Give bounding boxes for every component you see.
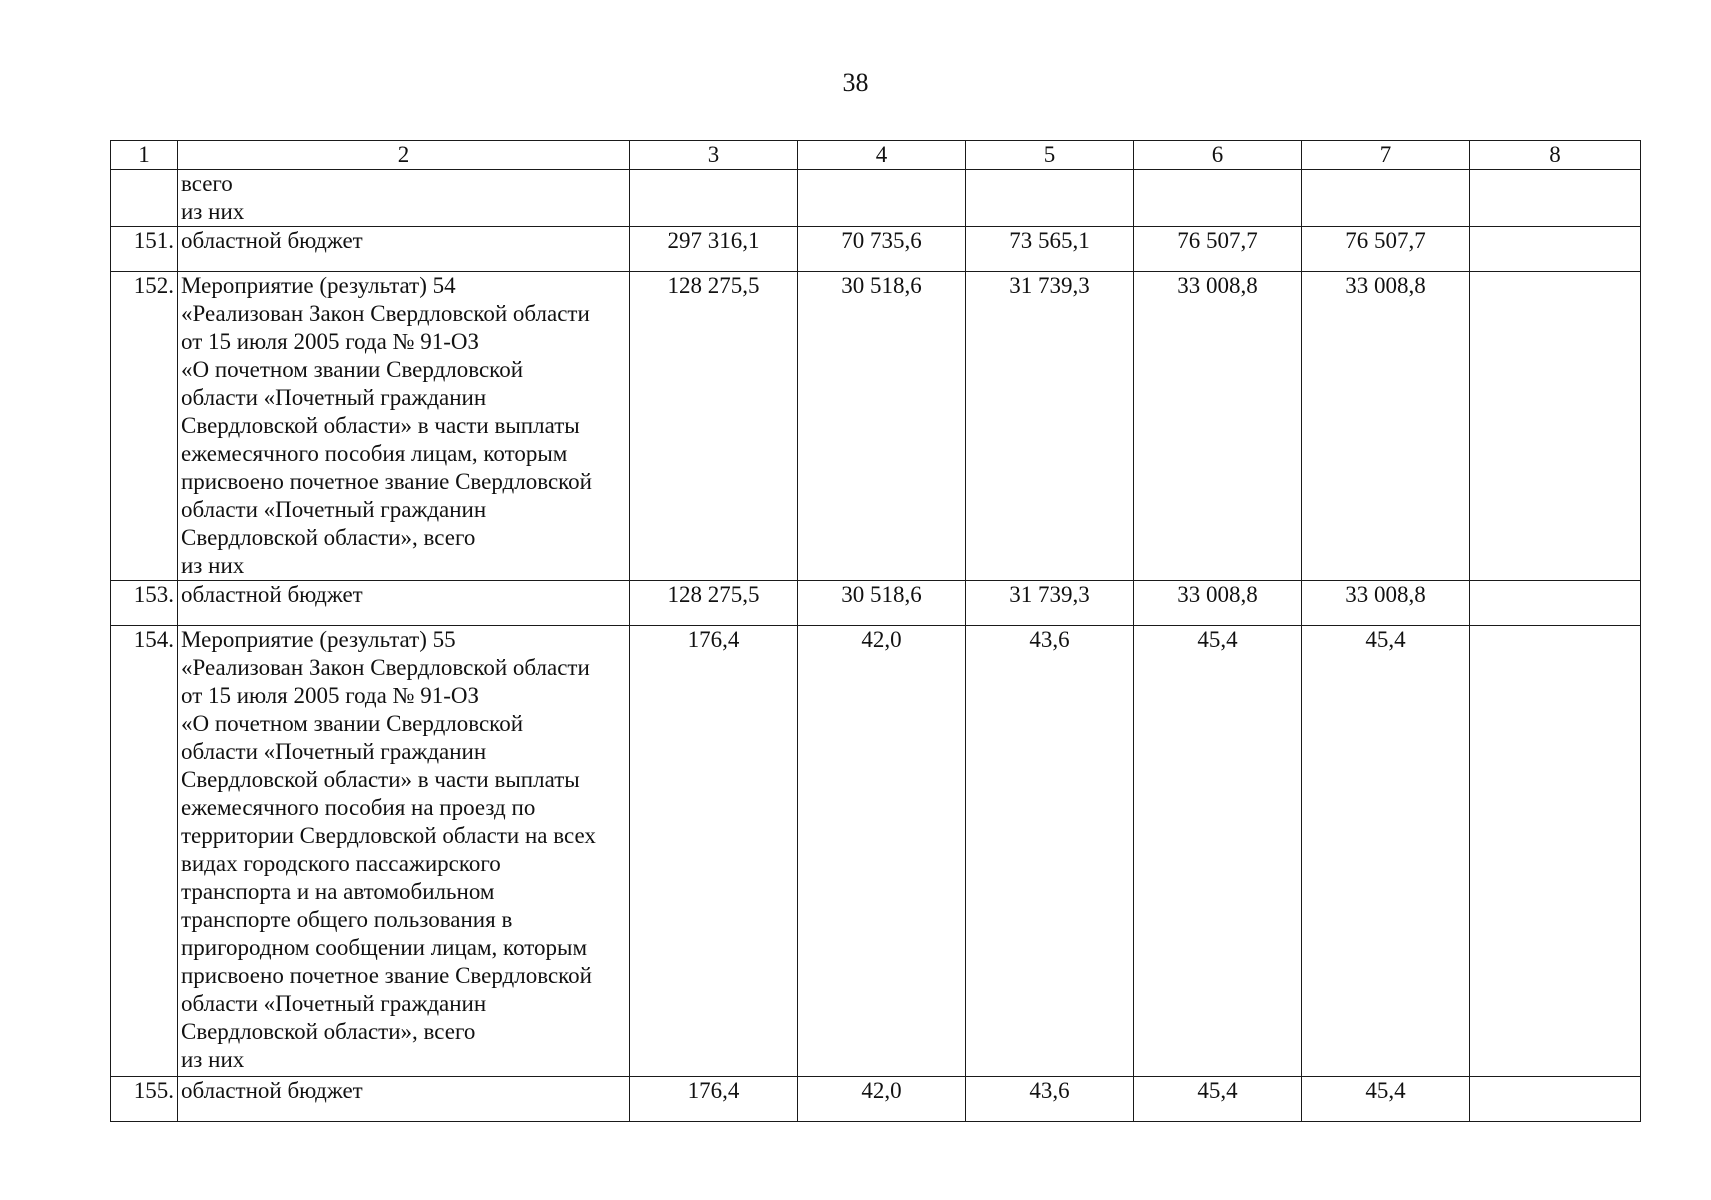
cell-value: 297 316,1 xyxy=(630,227,798,272)
cell-value: 33 008,8 xyxy=(1302,581,1470,626)
table-row xyxy=(111,581,1641,626)
row-name xyxy=(178,170,630,227)
row-name-line: Свердловской области», всего xyxy=(181,525,476,550)
cell-value: 31 739,3 xyxy=(966,272,1134,581)
cell-value: 33 008,8 xyxy=(1302,272,1470,581)
column-header: 2 xyxy=(178,141,630,170)
row-name-line: областной бюджет xyxy=(181,582,363,607)
row-name xyxy=(178,272,630,581)
row-name-line: «Реализован Закон Свердловской области xyxy=(181,301,590,326)
row-number xyxy=(111,170,178,227)
row-name xyxy=(178,227,630,272)
row-name-line: присвоено почетное звание Свердловской xyxy=(181,963,592,988)
cell-value: 33 008,8 xyxy=(1134,272,1302,581)
column-header: 5 xyxy=(966,141,1134,170)
cell-value: 43,6 xyxy=(966,626,1134,1077)
cell-value: 45,4 xyxy=(1134,1077,1302,1122)
column-header: 8 xyxy=(1470,141,1641,170)
row-number: 155. xyxy=(111,1077,178,1122)
row-name-line: территории Свердловской области на всех xyxy=(181,823,596,848)
row-name-line: области «Почетный гражданин xyxy=(181,991,487,1016)
row-name-line: от 15 июля 2005 года № 91-ОЗ xyxy=(181,329,480,354)
row-number: 151. xyxy=(111,227,178,272)
table-row xyxy=(111,227,1641,272)
row-name-line: ежемесячного пособия лицам, которым xyxy=(181,441,568,466)
cell-value: 76 507,7 xyxy=(1134,227,1302,272)
cell-value xyxy=(798,170,966,227)
row-name-line: Мероприятие (результат) 54 xyxy=(181,273,456,298)
row-name-line: Свердловской области» в части выплаты xyxy=(181,413,580,438)
budget-table xyxy=(110,140,1641,1122)
cell-value: 42,0 xyxy=(798,1077,966,1122)
cell-value xyxy=(1134,170,1302,227)
row-number: 152. xyxy=(111,272,178,581)
cell-value: 70 735,6 xyxy=(798,227,966,272)
row-name xyxy=(178,626,630,1077)
column-header: 6 xyxy=(1134,141,1302,170)
cell-value: 176,4 xyxy=(630,626,798,1077)
row-name xyxy=(178,1077,630,1122)
row-name-line: пригородном сообщении лицам, которым xyxy=(181,935,588,960)
cell-value xyxy=(1470,170,1641,227)
row-name-line: области «Почетный гражданин xyxy=(181,739,487,764)
row-name-line: Мероприятие (результат) 55 xyxy=(181,627,456,652)
cell-value: 42,0 xyxy=(798,626,966,1077)
row-name-line: «Реализован Закон Свердловской области xyxy=(181,655,590,680)
cell-value: 73 565,1 xyxy=(966,227,1134,272)
cell-value: 176,4 xyxy=(630,1077,798,1122)
cell-value: 45,4 xyxy=(1134,626,1302,1077)
row-name-line: областной бюджет xyxy=(181,1078,363,1103)
row-name-line: из них xyxy=(181,1047,245,1072)
table-row xyxy=(111,1077,1641,1122)
cell-value xyxy=(966,170,1134,227)
column-header: 7 xyxy=(1302,141,1470,170)
row-name-line: Свердловской области» в части выплаты xyxy=(181,767,580,792)
column-header: 3 xyxy=(630,141,798,170)
row-name-line: «О почетном звании Свердловской xyxy=(181,357,524,382)
table-row xyxy=(111,170,1641,227)
row-name-line: из них xyxy=(181,553,245,578)
cell-value xyxy=(630,170,798,227)
cell-value: 128 275,5 xyxy=(630,272,798,581)
row-name-line: транспорта и на автомобильном xyxy=(181,879,495,904)
row-name-line: «О почетном звании Свердловской xyxy=(181,711,524,736)
row-name-line: от 15 июля 2005 года № 91-ОЗ xyxy=(181,683,480,708)
row-name-line: видах городского пассажирского xyxy=(181,851,501,876)
row-name-line: областной бюджет xyxy=(181,228,363,253)
cell-value: 30 518,6 xyxy=(798,272,966,581)
row-number: 154. xyxy=(111,626,178,1077)
cell-value: 45,4 xyxy=(1302,626,1470,1077)
row-number: 153. xyxy=(111,581,178,626)
cell-value: 30 518,6 xyxy=(798,581,966,626)
page-number: 38 xyxy=(842,68,869,97)
row-name-line: всего xyxy=(181,171,233,196)
cell-value: 33 008,8 xyxy=(1134,581,1302,626)
cell-value xyxy=(1302,170,1470,227)
row-name-line: области «Почетный гражданин xyxy=(181,385,487,410)
row-name xyxy=(178,581,630,626)
row-name-line: из них xyxy=(181,199,245,224)
cell-value: 128 275,5 xyxy=(630,581,798,626)
row-name-line: транспорте общего пользования в xyxy=(181,907,513,932)
row-name-line: Свердловской области», всего xyxy=(181,1019,476,1044)
row-name-line: ежемесячного пособия на проезд по xyxy=(181,795,536,820)
cell-value: 45,4 xyxy=(1302,1077,1470,1122)
cell-value xyxy=(1470,272,1641,581)
row-name-line: присвоено почетное звание Свердловской xyxy=(181,469,592,494)
table-header-row xyxy=(111,141,1641,170)
cell-value xyxy=(1470,626,1641,1077)
column-header: 4 xyxy=(798,141,966,170)
row-name-line: области «Почетный гражданин xyxy=(181,497,487,522)
table-row xyxy=(111,272,1641,581)
cell-value: 76 507,7 xyxy=(1302,227,1470,272)
cell-value: 31 739,3 xyxy=(966,581,1134,626)
cell-value: 43,6 xyxy=(966,1077,1134,1122)
table-row xyxy=(111,626,1641,1077)
column-header: 1 xyxy=(111,141,178,170)
cell-value xyxy=(1470,227,1641,272)
cell-value xyxy=(1470,1077,1641,1122)
cell-value xyxy=(1470,581,1641,626)
